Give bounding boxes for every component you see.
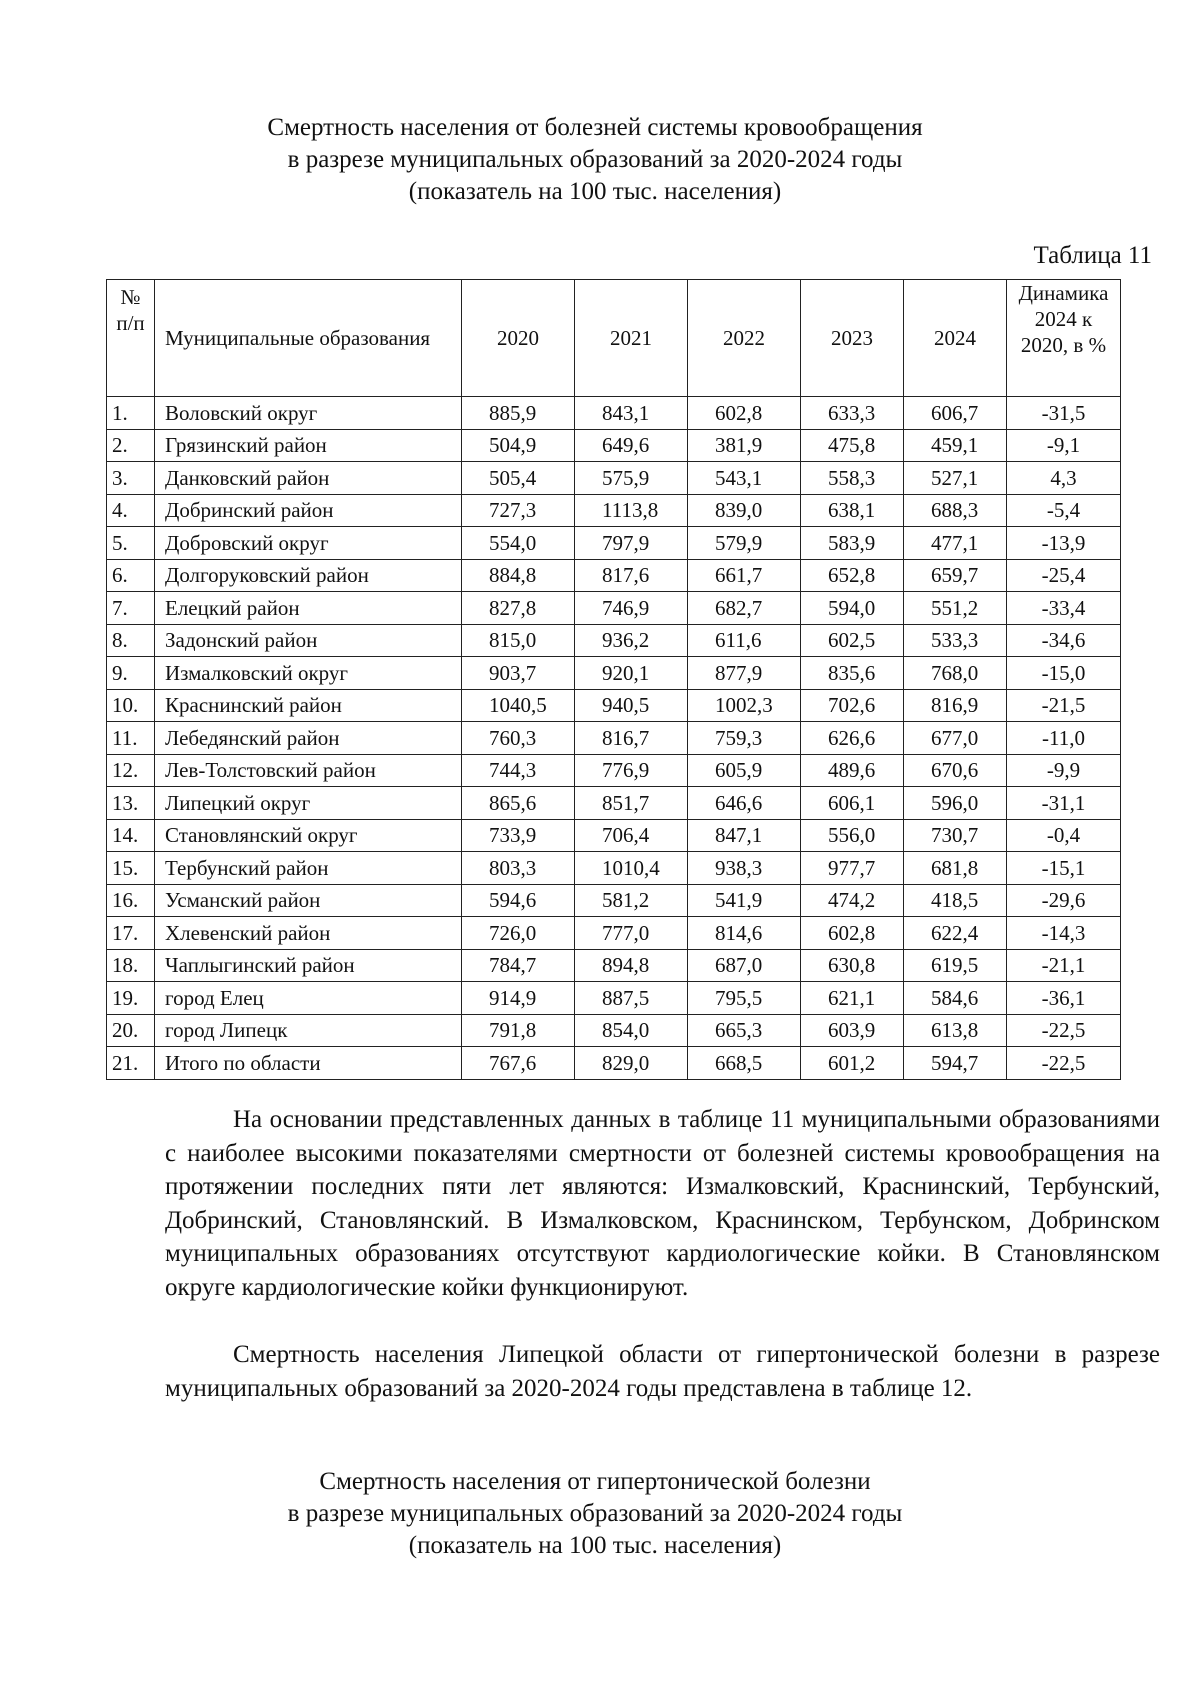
value-2023: 630,8 <box>801 949 904 982</box>
header-num: № п/п <box>107 280 155 397</box>
table-row <box>107 884 1121 917</box>
value-2024: 688,3 <box>904 494 1007 527</box>
row-number: 16. <box>107 884 155 917</box>
table-row <box>107 917 1121 950</box>
municipality-name: город Елец <box>155 982 462 1015</box>
value-2023: 474,2 <box>801 884 904 917</box>
table-row <box>107 462 1121 495</box>
table-11-heading <box>160 112 1030 208</box>
value-2021: 797,9 <box>575 527 688 560</box>
value-dynamics: -0,4 <box>1007 819 1121 852</box>
value-2024: 459,1 <box>904 429 1007 462</box>
value-2023: 626,6 <box>801 722 904 755</box>
value-2020: 803,3 <box>462 852 575 885</box>
header-2020: 2020 <box>462 280 575 397</box>
value-dynamics: -15,1 <box>1007 852 1121 885</box>
paragraph-intro-table-12: Смертность населения Липецкой области от гипертонической болезни в разрезе муниципальных образований за 2020-2024 годы представлена в таблице 12. <box>165 1341 1160 1402</box>
value-2023: 977,7 <box>801 852 904 885</box>
municipality-name: Липецкий округ <box>155 787 462 820</box>
value-2021: 777,0 <box>575 917 688 950</box>
value-dynamics: -34,6 <box>1007 624 1121 657</box>
value-2023: 558,3 <box>801 462 904 495</box>
value-2021: 894,8 <box>575 949 688 982</box>
value-2021: 851,7 <box>575 787 688 820</box>
municipality-name: Лев-Толстовский район <box>155 754 462 787</box>
row-number: 6. <box>107 559 155 592</box>
value-2021: 816,7 <box>575 722 688 755</box>
value-2020: 865,6 <box>462 787 575 820</box>
value-2020: 726,0 <box>462 917 575 950</box>
value-2021: 581,2 <box>575 884 688 917</box>
municipality-name: Добровский округ <box>155 527 462 560</box>
value-2020: 733,9 <box>462 819 575 852</box>
municipality-name: Грязинский район <box>155 429 462 462</box>
value-2024: 551,2 <box>904 592 1007 625</box>
value-dynamics: -21,5 <box>1007 689 1121 722</box>
value-dynamics: -31,1 <box>1007 787 1121 820</box>
table-row <box>107 397 1121 430</box>
row-number: 7. <box>107 592 155 625</box>
row-number: 17. <box>107 917 155 950</box>
table-row <box>107 559 1121 592</box>
value-dynamics: -15,0 <box>1007 657 1121 690</box>
heading-line-2: в разрезе муниципальных образований за 2020-2024 годы <box>287 146 903 173</box>
value-dynamics: -11,0 <box>1007 722 1121 755</box>
header-2024: 2024 <box>904 280 1007 397</box>
value-2023: 606,1 <box>801 787 904 820</box>
value-2023: 835,6 <box>801 657 904 690</box>
value-2023: 601,2 <box>801 1047 904 1080</box>
value-2024: 584,6 <box>904 982 1007 1015</box>
municipality-name: Задонский район <box>155 624 462 657</box>
table-row <box>107 624 1121 657</box>
value-dynamics: -21,1 <box>1007 949 1121 982</box>
municipality-name: Усманский район <box>155 884 462 917</box>
value-2024: 816,9 <box>904 689 1007 722</box>
value-2022: 668,5 <box>688 1047 801 1080</box>
table-row <box>107 949 1121 982</box>
table-row <box>107 657 1121 690</box>
table-row <box>107 819 1121 852</box>
row-number: 20. <box>107 1014 155 1047</box>
value-2021: 920,1 <box>575 657 688 690</box>
value-2020: 505,4 <box>462 462 575 495</box>
row-number: 5. <box>107 527 155 560</box>
table-body <box>107 397 1121 1080</box>
value-dynamics: -14,3 <box>1007 917 1121 950</box>
header-dynamics: Динамика 2024 к 2020, в % <box>1007 280 1121 397</box>
value-2024: 418,5 <box>904 884 1007 917</box>
value-dynamics: -5,4 <box>1007 494 1121 527</box>
value-2023: 652,8 <box>801 559 904 592</box>
value-2021: 649,6 <box>575 429 688 462</box>
row-number: 14. <box>107 819 155 852</box>
value-2024: 622,4 <box>904 917 1007 950</box>
value-2020: 827,8 <box>462 592 575 625</box>
value-2022: 661,7 <box>688 559 801 592</box>
table-row <box>107 722 1121 755</box>
value-2024: 730,7 <box>904 819 1007 852</box>
value-2022: 1002,3 <box>688 689 801 722</box>
value-2020: 815,0 <box>462 624 575 657</box>
paragraph-analysis: На основании представленных данных в таблице 11 муниципальными образованиями с наиболее высокими показателями смертности от болезней системы кровообращения на протяжении последних пяти лет являются: Измалковский, Краснинский, Тербунский, Добринский, Становлянский. В Измалковском, Краснинском, Тербунском, Добринском муниципальных образованиях отсутствуют кардиологические койки. В Становлянском округе кардиологические койки функционируют. <box>165 1106 1160 1301</box>
value-2022: 759,3 <box>688 722 801 755</box>
table-row <box>107 1047 1121 1080</box>
table-row <box>107 787 1121 820</box>
value-2024: 533,3 <box>904 624 1007 657</box>
value-2021: 829,0 <box>575 1047 688 1080</box>
value-2020: 784,7 <box>462 949 575 982</box>
value-2022: 938,3 <box>688 852 801 885</box>
value-2024: 677,0 <box>904 722 1007 755</box>
table-label: Таблица 11 <box>1033 242 1152 269</box>
municipality-name: Воловский округ <box>155 397 462 430</box>
value-2024: 594,7 <box>904 1047 1007 1080</box>
value-2020: 885,9 <box>462 397 575 430</box>
value-2022: 814,6 <box>688 917 801 950</box>
row-number: 13. <box>107 787 155 820</box>
value-2024: 619,5 <box>904 949 1007 982</box>
table-row <box>107 527 1121 560</box>
municipality-name: Елецкий район <box>155 592 462 625</box>
header-2023: 2023 <box>801 280 904 397</box>
value-2022: 839,0 <box>688 494 801 527</box>
value-dynamics: -25,4 <box>1007 559 1121 592</box>
value-2023: 475,8 <box>801 429 904 462</box>
value-2020: 554,0 <box>462 527 575 560</box>
municipality-name: Итого по области <box>155 1047 462 1080</box>
value-dynamics: -29,6 <box>1007 884 1121 917</box>
value-2021: 940,5 <box>575 689 688 722</box>
value-2021: 746,9 <box>575 592 688 625</box>
value-2024: 659,7 <box>904 559 1007 592</box>
value-2022: 543,1 <box>688 462 801 495</box>
value-2024: 670,6 <box>904 754 1007 787</box>
mortality-table <box>106 279 1121 1080</box>
heading2-line-2: в разрезе муниципальных образований за 2020-2024 годы <box>287 1500 903 1527</box>
value-2021: 854,0 <box>575 1014 688 1047</box>
value-dynamics: -22,5 <box>1007 1047 1121 1080</box>
value-2023: 489,6 <box>801 754 904 787</box>
municipality-name: город Липецк <box>155 1014 462 1047</box>
value-2023: 702,6 <box>801 689 904 722</box>
row-number: 12. <box>107 754 155 787</box>
value-dynamics: -31,5 <box>1007 397 1121 430</box>
table-header-row <box>107 280 1121 397</box>
row-number: 9. <box>107 657 155 690</box>
municipality-name: Тербунский район <box>155 852 462 885</box>
value-2022: 795,5 <box>688 982 801 1015</box>
value-2022: 611,6 <box>688 624 801 657</box>
table-row <box>107 592 1121 625</box>
value-2021: 887,5 <box>575 982 688 1015</box>
value-dynamics: 4,3 <box>1007 462 1121 495</box>
value-2023: 621,1 <box>801 982 904 1015</box>
value-2022: 687,0 <box>688 949 801 982</box>
heading-line-1: Смертность населения от болезней системы кровообращения <box>267 114 923 141</box>
row-number: 4. <box>107 494 155 527</box>
value-2021: 706,4 <box>575 819 688 852</box>
value-dynamics: -33,4 <box>1007 592 1121 625</box>
value-dynamics: -9,1 <box>1007 429 1121 462</box>
municipality-name: Долгоруковский район <box>155 559 462 592</box>
value-2024: 613,8 <box>904 1014 1007 1047</box>
value-2021: 575,9 <box>575 462 688 495</box>
value-2024: 681,8 <box>904 852 1007 885</box>
heading2-line-1: Смертность населения от гипертонической болезни <box>319 1468 871 1495</box>
row-number: 8. <box>107 624 155 657</box>
value-dynamics: -13,9 <box>1007 527 1121 560</box>
table-row <box>107 982 1121 1015</box>
value-2021: 843,1 <box>575 397 688 430</box>
value-2020: 791,8 <box>462 1014 575 1047</box>
header-2022: 2022 <box>688 280 801 397</box>
value-2022: 682,7 <box>688 592 801 625</box>
municipality-name: Добринский район <box>155 494 462 527</box>
table-row <box>107 429 1121 462</box>
value-dynamics: -9,9 <box>1007 754 1121 787</box>
value-2023: 602,5 <box>801 624 904 657</box>
value-2021: 817,6 <box>575 559 688 592</box>
row-number: 21. <box>107 1047 155 1080</box>
value-dynamics: -22,5 <box>1007 1014 1121 1047</box>
value-2021: 1010,4 <box>575 852 688 885</box>
row-number: 19. <box>107 982 155 1015</box>
heading2-line-3: (показатель на 100 тыс. населения) <box>408 1532 782 1559</box>
heading-line-3: (показатель на 100 тыс. населения) <box>408 178 782 205</box>
row-number: 15. <box>107 852 155 885</box>
table-row <box>107 689 1121 722</box>
value-2021: 776,9 <box>575 754 688 787</box>
table-row <box>107 754 1121 787</box>
header-2021: 2021 <box>575 280 688 397</box>
table-row <box>107 852 1121 885</box>
value-2022: 646,6 <box>688 787 801 820</box>
value-2022: 605,9 <box>688 754 801 787</box>
value-2022: 847,1 <box>688 819 801 852</box>
value-2023: 603,9 <box>801 1014 904 1047</box>
municipality-name: Чаплыгинский район <box>155 949 462 982</box>
table-12-heading <box>160 1466 1030 1562</box>
row-number: 1. <box>107 397 155 430</box>
value-2024: 596,0 <box>904 787 1007 820</box>
value-2020: 884,8 <box>462 559 575 592</box>
value-2024: 606,7 <box>904 397 1007 430</box>
value-2023: 602,8 <box>801 917 904 950</box>
value-2020: 504,9 <box>462 429 575 462</box>
value-2022: 602,8 <box>688 397 801 430</box>
value-2020: 914,9 <box>462 982 575 1015</box>
value-2023: 583,9 <box>801 527 904 560</box>
value-2022: 541,9 <box>688 884 801 917</box>
row-number: 2. <box>107 429 155 462</box>
value-2023: 638,1 <box>801 494 904 527</box>
row-number: 3. <box>107 462 155 495</box>
value-2023: 594,0 <box>801 592 904 625</box>
value-2020: 767,6 <box>462 1047 575 1080</box>
municipality-name: Хлевенский район <box>155 917 462 950</box>
value-2022: 877,9 <box>688 657 801 690</box>
value-2022: 381,9 <box>688 429 801 462</box>
value-2020: 903,7 <box>462 657 575 690</box>
municipality-name: Лебедянский район <box>155 722 462 755</box>
municipality-name: Данковский район <box>155 462 462 495</box>
municipality-name: Измалковский округ <box>155 657 462 690</box>
value-2020: 744,3 <box>462 754 575 787</box>
row-number: 18. <box>107 949 155 982</box>
value-2023: 633,3 <box>801 397 904 430</box>
value-2021: 936,2 <box>575 624 688 657</box>
municipality-name: Краснинский район <box>155 689 462 722</box>
value-2022: 579,9 <box>688 527 801 560</box>
value-2020: 760,3 <box>462 722 575 755</box>
value-2020: 594,6 <box>462 884 575 917</box>
value-dynamics: -36,1 <box>1007 982 1121 1015</box>
value-2024: 477,1 <box>904 527 1007 560</box>
value-2024: 527,1 <box>904 462 1007 495</box>
table-row <box>107 1014 1121 1047</box>
header-name: Муниципальные образования <box>155 280 462 397</box>
row-number: 11. <box>107 722 155 755</box>
municipality-name: Становлянский округ <box>155 819 462 852</box>
row-number: 10. <box>107 689 155 722</box>
value-2022: 665,3 <box>688 1014 801 1047</box>
value-2023: 556,0 <box>801 819 904 852</box>
value-2020: 1040,5 <box>462 689 575 722</box>
value-2021: 1113,8 <box>575 494 688 527</box>
value-2024: 768,0 <box>904 657 1007 690</box>
table-row <box>107 494 1121 527</box>
value-2020: 727,3 <box>462 494 575 527</box>
